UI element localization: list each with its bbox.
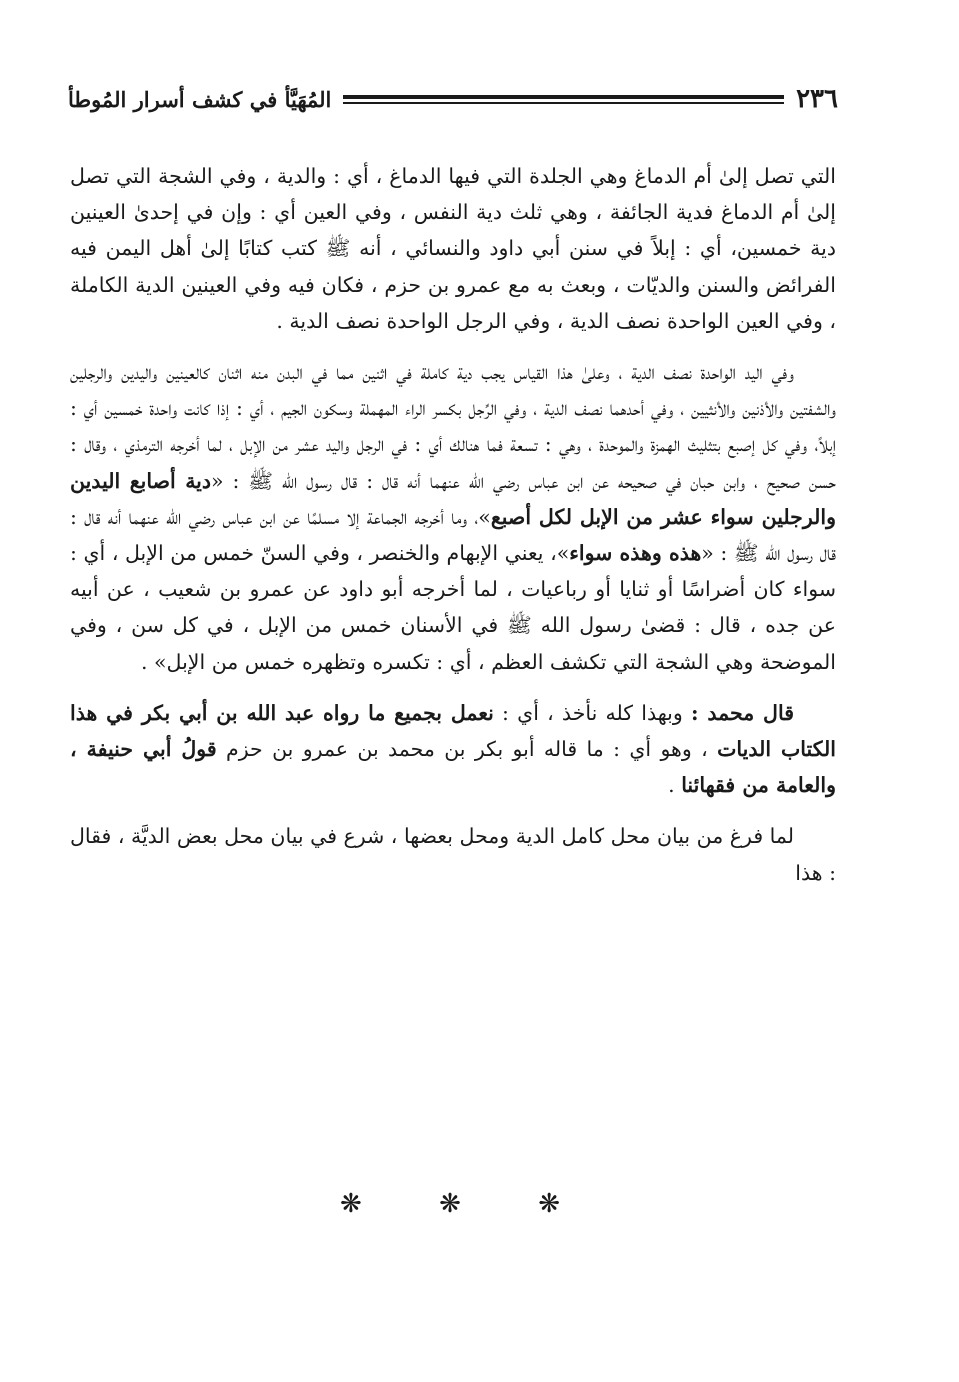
- emphasized-text: هذه وهذه سواء: [569, 541, 702, 566]
- ornament-icon: ❋: [538, 1189, 560, 1219]
- header-rule: [343, 95, 784, 104]
- text-run: وبهذا كله نأخذ ، أي :: [493, 700, 691, 725]
- text-run: .: [668, 773, 682, 798]
- emphasized-text: دية أصابع اليدين والرجلين سواء عشر من الإبل لكل أصبع: [70, 468, 836, 529]
- text-run: وفي اليد الواحدة نصف الدية ، وعلىٰ هذا القياس يجب دية كاملة في اثنين مما في البدن منه اثنان كالعينين واليدين والرجلين والشفتين والأذنين والأنثيين ، وفي أحدهما نصف الدية ، وفي الرِّجل بكسر الراء المهملة وسكون الجيم ، أي : إذا كانت واحدة خمسين أي : إبلاً، وفي كل إصبع بتثليث الهمزة والموحدة ، وهي : تسعة فما هنالك أي : في الرجل واليد عشر من الإبل ، لما أخرجه الترمذي ، وقال : حسن صحيح ، وابن حبان في صحيحه عن ابن عباس رضي الله عنهما أنه قال : قال رسول الله ﷺ : «: [70, 360, 837, 493]
- text-run: »، يعني الإبهام والخنصر ، وفي السنّ خمس من الإبل ، أي : سواء كان أضراسًا أو ثنايا أو رباعيات ، لما أخرجه أبو داود عن عمرو بن شعيب ، عن أبيه عن جده ، قال : قضىٰ رسول الله ﷺ في الأسنان خمس من الإبل ، في كل سن ، وفي الموضحة وهي الشجة التي تكشف العظم ، أي : تكسره وتظهره خمس من الإبل» .: [70, 541, 836, 674]
- ornament-icon: ❋: [340, 1189, 362, 1219]
- paragraph: [70, 354, 836, 680]
- text-run: »، وما أخرجه الجماعة إلا مسلمًا عن ابن عباس رضي الله عنهما أنه قال : قال رسول الله ﷺ : «: [70, 504, 837, 566]
- ornament-icon: ❋: [439, 1189, 461, 1219]
- body-text: [70, 158, 836, 906]
- text-run: التي تصل إلىٰ أم الدماغ وهي الجلدة التي فيها الدماغ ، أي : والدية ، وفي الشجة التي تصل إلىٰ أم الدماغ فدية الجائفة ، وهي ثلث دية النفس ، وفي العين أي : وإن في إحدىٰ العينين دية خمسين، أي : إبلاً في سنن أبي داود والنسائي ، أنه ﷺ كتب كتابًا إلىٰ أهل اليمن فيه الفرائض والسنن والديّات ، وبعث به مع عمرو بن حزم ، فكان فيه وفي العينين الدية الكاملة ، وفي العين الواحدة نصف الدية ، وفي الرجل الواحدة نصف الدية .: [70, 164, 836, 333]
- emphasized-text: نعمل بجميع ما رواه عبد الله بن أبي بكر في هذا الكتاب الديات: [70, 700, 836, 762]
- emphasized-text: قولُ أبي حنيفة ، والعامة من فقهائنا: [70, 737, 836, 798]
- emphasized-text: قال محمد :: [691, 700, 794, 725]
- text-run: لما فرغ من بيان محل كامل الدية ومحل بعضها ، شرع في بيان محل بعض الديَّة ، فقال : هذا: [70, 824, 836, 885]
- book-title: المُهَيَّأ في كشف أسرار المُوطأ: [68, 86, 332, 112]
- section-divider: [340, 1184, 560, 1224]
- page-header: [68, 82, 838, 116]
- page-number: ٢٣٦: [796, 84, 838, 114]
- paragraph: [70, 158, 836, 339]
- paragraph: [70, 695, 836, 804]
- paragraph: [70, 818, 836, 890]
- text-run: ، وهو أي : ما قاله أبو بكر بن محمد بن عمرو بن حزم: [216, 737, 718, 762]
